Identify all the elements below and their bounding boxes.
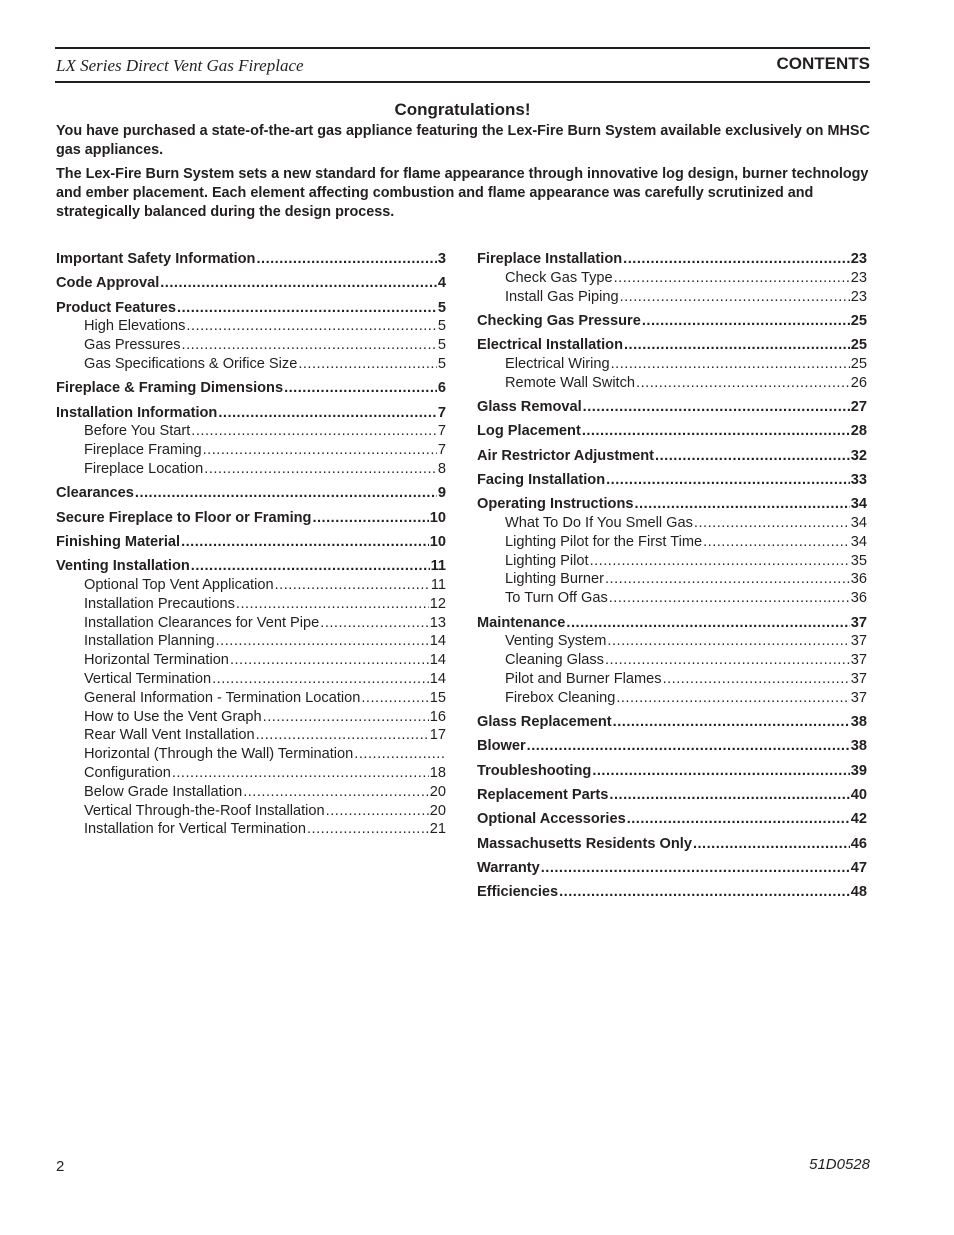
toc-entry-title: Lighting Pilot for the First Time	[505, 533, 703, 550]
toc-subsection-entry[interactable]	[56, 460, 446, 479]
toc-entry-title: Optional Accessories	[477, 811, 626, 828]
toc-dot-leader	[307, 820, 429, 839]
toc-section-entry[interactable]	[477, 859, 867, 878]
toc-entry-page: 18	[429, 764, 446, 781]
toc-dot-leader	[623, 250, 850, 269]
toc-dot-leader	[655, 447, 850, 466]
toc-section-entry[interactable]	[56, 379, 446, 398]
toc-entry-title: Vertical Through-the-Roof Installation	[84, 802, 325, 819]
toc-dot-leader	[218, 404, 437, 423]
toc-entry-title: Warranty	[477, 859, 540, 876]
toc-entry-page: 23	[850, 269, 867, 286]
toc-entry-title: Log Placement	[477, 423, 581, 440]
toc-dot-leader	[256, 726, 429, 745]
toc-entry-page: 42	[850, 811, 867, 828]
toc-entry-page: 23	[850, 288, 867, 305]
toc-dot-leader	[203, 441, 437, 460]
toc-dot-leader	[191, 557, 430, 576]
toc-entry-title: Maintenance	[477, 614, 566, 631]
toc-dot-leader	[614, 269, 850, 288]
toc-dot-leader	[320, 614, 429, 633]
page-number: 2	[56, 1158, 65, 1175]
toc-section-entry[interactable]	[477, 422, 867, 441]
toc-dot-leader	[642, 312, 850, 331]
toc-dot-leader	[135, 484, 437, 503]
document-code: 51D0528	[809, 1156, 870, 1173]
toc-entry-page: 34	[850, 533, 867, 550]
toc-entry-page: 36	[850, 590, 867, 607]
toc-entry-title: Glass Replacement	[477, 714, 612, 731]
toc-entry-title: Glass Removal	[477, 399, 582, 416]
toc-entry-title: Gas Pressures	[84, 337, 181, 354]
toc-entry-title: Cleaning Glass	[505, 652, 604, 669]
toc-entry-page: 47	[850, 859, 867, 876]
toc-entry-title: Code Approval	[56, 275, 160, 292]
toc-right-column	[477, 250, 867, 902]
toc-subsection-entry[interactable]	[477, 374, 867, 393]
toc-subsection-entry[interactable]	[56, 708, 446, 727]
toc-dot-leader	[583, 398, 850, 417]
toc-section-entry[interactable]	[477, 786, 867, 805]
toc-dot-leader	[182, 336, 437, 355]
toc-entry-title: To Turn Off Gas	[505, 590, 608, 607]
toc-entry-page: 40	[850, 786, 867, 803]
toc-entry-title: Troubleshooting	[477, 762, 592, 779]
toc-dot-leader	[326, 802, 429, 821]
toc-section-entry[interactable]	[477, 250, 867, 269]
toc-dot-leader	[663, 670, 850, 689]
toc-entry-page: 14	[429, 670, 446, 687]
toc-entry-page: 20	[429, 783, 446, 800]
toc-entry-page: 5	[437, 299, 446, 316]
toc-entry-title: Before You Start	[84, 423, 191, 440]
toc-entry-title: Install Gas Piping	[505, 288, 619, 305]
toc-entry-title: Venting Installation	[56, 558, 190, 575]
header-top-rule	[55, 47, 870, 49]
toc-entry-page: 15	[429, 689, 446, 706]
toc-dot-leader	[230, 651, 429, 670]
toc-section-entry[interactable]	[56, 533, 446, 552]
toc-entry-title: What To Do If You Smell Gas	[505, 515, 693, 532]
toc-dot-leader	[312, 509, 428, 528]
toc-dot-leader	[284, 379, 437, 398]
toc-entry-page: 7	[437, 442, 446, 459]
toc-subsection-entry[interactable]	[56, 355, 446, 374]
toc-entry-title: Electrical Wiring	[505, 355, 610, 372]
toc-entry-title: Fireplace Location	[84, 460, 204, 477]
toc-entry-page: 3	[437, 251, 446, 267]
toc-dot-leader	[590, 552, 850, 571]
toc-dot-leader	[606, 471, 850, 490]
toc-entry-title: Firebox Cleaning	[505, 689, 616, 706]
toc-entry-page: 6	[437, 380, 446, 397]
toc-dot-leader	[298, 355, 437, 374]
toc-dot-leader	[559, 883, 850, 902]
toc-entry-title: Efficiencies	[477, 884, 559, 901]
toc-dot-leader	[611, 355, 850, 374]
toc-dot-leader	[204, 460, 437, 479]
toc-entry-title: High Elevations	[84, 318, 186, 335]
toc-dot-leader	[236, 595, 429, 614]
toc-entry-title: Lighting Pilot	[505, 552, 589, 569]
toc-dot-leader	[275, 576, 430, 595]
toc-entry-page: 38	[850, 738, 867, 755]
toc-entry-title: Electrical Installation	[477, 337, 623, 354]
toc-dot-leader	[636, 374, 850, 393]
toc-entry-page: 5	[437, 355, 446, 372]
toc-subsection-entry[interactable]	[56, 651, 446, 670]
toc-left-column	[56, 250, 446, 839]
toc-section-entry[interactable]	[477, 336, 867, 355]
toc-entry-page: 37	[850, 633, 867, 650]
toc-section-entry[interactable]	[56, 557, 446, 576]
toc-entry-title: Configuration	[84, 764, 171, 781]
intro-paragraph-1: You have purchased a state-of-the-art gas appliance featuring the Lex-Fire Burn System available exclusively on MHSC gas appliances.	[56, 123, 870, 158]
toc-entry-title: Installation for Vertical Termination	[84, 821, 306, 838]
toc-section-entry[interactable]	[477, 762, 867, 781]
toc-subsection-entry[interactable]	[56, 336, 446, 355]
toc-subsection-entry[interactable]	[56, 764, 446, 783]
toc-subsection-entry[interactable]	[477, 632, 867, 651]
toc-entry-page: 25	[850, 312, 867, 329]
toc-section-entry[interactable]	[56, 299, 446, 318]
toc-entry-page: 11	[430, 558, 446, 575]
toc-entry-page: 10	[429, 509, 446, 526]
toc-dot-leader	[627, 810, 850, 829]
toc-entry-page: 5	[437, 337, 446, 354]
toc-entry-page: 17	[429, 727, 446, 744]
toc-entry-page: 9	[437, 485, 446, 502]
toc-entry-page: 10	[429, 533, 446, 550]
toc-entry-title: Blower	[477, 738, 526, 755]
toc-section-entry[interactable]	[56, 404, 446, 423]
toc-entry-title: Air Restrictor Adjustment	[477, 447, 655, 464]
toc-entry-page: 14	[429, 652, 446, 669]
toc-section-entry[interactable]	[56, 274, 446, 293]
toc-entry-page: 37	[850, 670, 867, 687]
toc-dot-leader	[186, 317, 436, 336]
toc-entry-title: Installation Information	[56, 404, 218, 421]
toc-subsection-entry[interactable]	[56, 802, 446, 821]
toc-dot-leader	[592, 762, 849, 781]
toc-dot-leader	[256, 250, 436, 269]
toc-entry-page: 5	[437, 318, 446, 335]
toc-section-entry[interactable]	[477, 312, 867, 331]
toc-dot-leader	[566, 614, 849, 633]
toc-subsection-entry[interactable]	[477, 689, 867, 708]
toc-section-entry[interactable]	[477, 447, 867, 466]
toc-section-entry[interactable]	[477, 614, 867, 633]
toc-entry-title: Fireplace Framing	[84, 442, 202, 459]
toc-entry-page: 16	[429, 708, 446, 725]
toc-section-entry[interactable]	[56, 509, 446, 528]
toc-entry-title: Replacement Parts	[477, 786, 609, 803]
toc-entry-page: 13	[429, 614, 446, 631]
toc-entry-page: 34	[850, 515, 867, 532]
toc-entry-title: Secure Fireplace to Floor or Framing	[56, 509, 312, 526]
toc-section-entry[interactable]	[56, 250, 446, 269]
toc-entry-title: Operating Instructions	[477, 496, 634, 513]
toc-dot-leader	[216, 632, 429, 651]
toc-dot-leader	[620, 288, 850, 307]
toc-entry-title: General Information - Termination Location	[84, 689, 361, 706]
toc-section-entry[interactable]	[477, 737, 867, 756]
toc-entry-title: Installation Precautions	[84, 595, 235, 612]
toc-subsection-entry[interactable]	[477, 288, 867, 307]
toc-entry-title: Horizontal (Through the Wall) Termination	[84, 746, 354, 763]
toc-entry-page: 20	[429, 802, 446, 819]
toc-subsection-entry[interactable]	[56, 689, 446, 708]
toc-dot-leader	[694, 514, 850, 533]
toc-dot-leader	[527, 737, 850, 756]
toc-entry-page: 35	[850, 552, 867, 569]
toc-subsection-entry[interactable]	[56, 422, 446, 441]
toc-entry-title: Clearances	[56, 485, 134, 502]
toc-entry-title: Venting System	[505, 633, 607, 650]
document-title: LX Series Direct Vent Gas Fireplace	[56, 56, 304, 75]
toc-dot-leader	[160, 274, 437, 293]
toc-entry-title: How to Use the Vent Graph	[84, 708, 262, 725]
toc-entry-title: Below Grade Installation	[84, 783, 243, 800]
toc-entry-title: Installation Clearances for Vent Pipe	[84, 614, 320, 631]
toc-dot-leader	[605, 570, 850, 589]
toc-subsection-entry[interactable]	[56, 595, 446, 614]
toc-subsection-entry[interactable]	[477, 514, 867, 533]
toc-dot-leader	[177, 299, 437, 318]
toc-entry-page: 28	[850, 423, 867, 440]
toc-entry-page: 37	[850, 652, 867, 669]
toc-subsection-entry[interactable]	[477, 589, 867, 608]
toc-subsection-entry[interactable]	[56, 726, 446, 745]
toc-dot-leader	[624, 336, 850, 355]
toc-entry-page: 34	[850, 496, 867, 513]
toc-entry-title: Gas Specifications & Orifice Size	[84, 355, 298, 372]
toc-entry-title: Fireplace & Framing Dimensions	[56, 380, 284, 397]
toc-subsection-entry[interactable]	[56, 670, 446, 689]
toc-dot-leader	[703, 533, 850, 552]
section-heading: CONTENTS	[776, 54, 870, 73]
toc-dot-leader	[613, 713, 850, 732]
toc-entry-page: 12	[429, 595, 446, 612]
toc-subsection-entry[interactable]	[56, 632, 446, 651]
toc-entry-page: 21	[429, 821, 446, 838]
toc-entry-page: 7	[437, 423, 446, 440]
toc-entry-page: 33	[850, 471, 867, 488]
toc-dot-leader	[693, 835, 850, 854]
toc-section-entry[interactable]	[477, 398, 867, 417]
toc-entry-page: 39	[850, 762, 867, 779]
intro-paragraph-2: The Lex-Fire Burn System sets a new standard for flame appearance through innovative log design, burner technology and ember placement. Each element affecting combustion and flame appearance was carefully scrutinized and strategically balanced during the design process.	[56, 166, 869, 220]
toc-entry-page: 26	[850, 374, 867, 391]
toc-dot-leader	[191, 422, 437, 441]
toc-entry-page: 27	[850, 399, 867, 416]
toc-entry-page: 32	[850, 447, 867, 464]
toc-section-entry[interactable]	[477, 495, 867, 514]
toc-entry-title: Checking Gas Pressure	[477, 312, 641, 329]
toc-entry-page: 7	[437, 404, 446, 421]
header-bottom-rule	[55, 81, 870, 83]
toc-subsection-entry[interactable]	[56, 614, 446, 633]
toc-dot-leader	[181, 533, 429, 552]
toc-section-entry[interactable]	[56, 484, 446, 503]
toc-entry-page: 36	[850, 571, 867, 588]
toc-dot-leader	[607, 632, 849, 651]
toc-dot-leader	[212, 670, 429, 689]
toc-entry-title: Remote Wall Switch	[505, 374, 636, 391]
toc-section-entry[interactable]	[477, 713, 867, 732]
toc-entry-title: Facing Installation	[477, 471, 606, 488]
toc-entry-page: 23	[850, 251, 867, 267]
toc-subsection-entry[interactable]	[56, 783, 446, 802]
toc-dot-leader	[172, 764, 429, 783]
toc-subsection-entry[interactable]	[477, 533, 867, 552]
toc-subsection-entry[interactable]	[56, 576, 446, 595]
toc-subsection-entry[interactable]	[56, 441, 446, 460]
toc-subsection-entry[interactable]	[56, 820, 446, 839]
toc-subsection-entry[interactable]	[477, 570, 867, 589]
toc-entry-title: Important Safety Information	[56, 251, 256, 267]
toc-entry-title: Installation Planning	[84, 633, 215, 650]
toc-dot-leader	[609, 786, 849, 805]
toc-section-entry[interactable]	[477, 471, 867, 490]
toc-dot-leader	[605, 651, 850, 670]
toc-dot-leader	[541, 859, 850, 878]
toc-entry-title: Massachusetts Residents Only	[477, 835, 692, 852]
toc-entry-title: Lighting Burner	[505, 571, 604, 588]
toc-entry-title: Rear Wall Vent Installation	[84, 727, 255, 744]
toc-entry-title: Finishing Material	[56, 533, 181, 550]
toc-subsection-entry[interactable]	[477, 552, 867, 571]
toc-entry-page: 46	[850, 835, 867, 852]
toc-entry-title: Product Features	[56, 299, 177, 316]
toc-entry-title: Check Gas Type	[505, 269, 613, 286]
toc-subsection-entry[interactable]	[56, 745, 446, 764]
toc-subsection-entry[interactable]	[477, 651, 867, 670]
toc-entry-page: 37	[850, 689, 867, 706]
toc-entry-title: Optional Top Vent Application	[84, 576, 274, 593]
toc-subsection-entry[interactable]	[56, 317, 446, 336]
toc-dot-leader	[243, 783, 429, 802]
toc-entry-title: Horizontal Termination	[84, 652, 229, 669]
toc-entry-page: 37	[850, 614, 867, 631]
toc-dot-leader	[616, 689, 849, 708]
toc-entry-page: 25	[850, 355, 867, 372]
toc-section-entry[interactable]	[477, 810, 867, 829]
toc-entry-page: 48	[850, 884, 867, 901]
toc-subsection-entry[interactable]	[477, 269, 867, 288]
toc-entry-page: 38	[850, 714, 867, 731]
toc-entry-title: Vertical Termination	[84, 670, 212, 687]
toc-section-entry[interactable]	[477, 835, 867, 854]
toc-entry-title: Pilot and Burner Flames	[505, 670, 662, 687]
toc-entry-page: 8	[437, 460, 446, 477]
toc-subsection-entry[interactable]	[477, 355, 867, 374]
toc-dot-leader	[354, 745, 445, 764]
toc-entry-page: 4	[437, 275, 446, 292]
congratulations-heading: Congratulations!	[394, 100, 531, 119]
toc-section-entry[interactable]	[477, 883, 867, 902]
toc-dot-leader	[635, 495, 850, 514]
toc-dot-leader	[582, 422, 850, 441]
toc-entry-title: Fireplace Installation	[477, 251, 623, 267]
toc-dot-leader	[361, 689, 428, 708]
toc-entry-page: 11	[430, 576, 446, 593]
toc-dot-leader	[263, 708, 429, 727]
toc-dot-leader	[609, 589, 850, 608]
toc-subsection-entry[interactable]	[477, 670, 867, 689]
toc-entry-page: 25	[850, 337, 867, 354]
toc-entry-page: 14	[429, 633, 446, 650]
